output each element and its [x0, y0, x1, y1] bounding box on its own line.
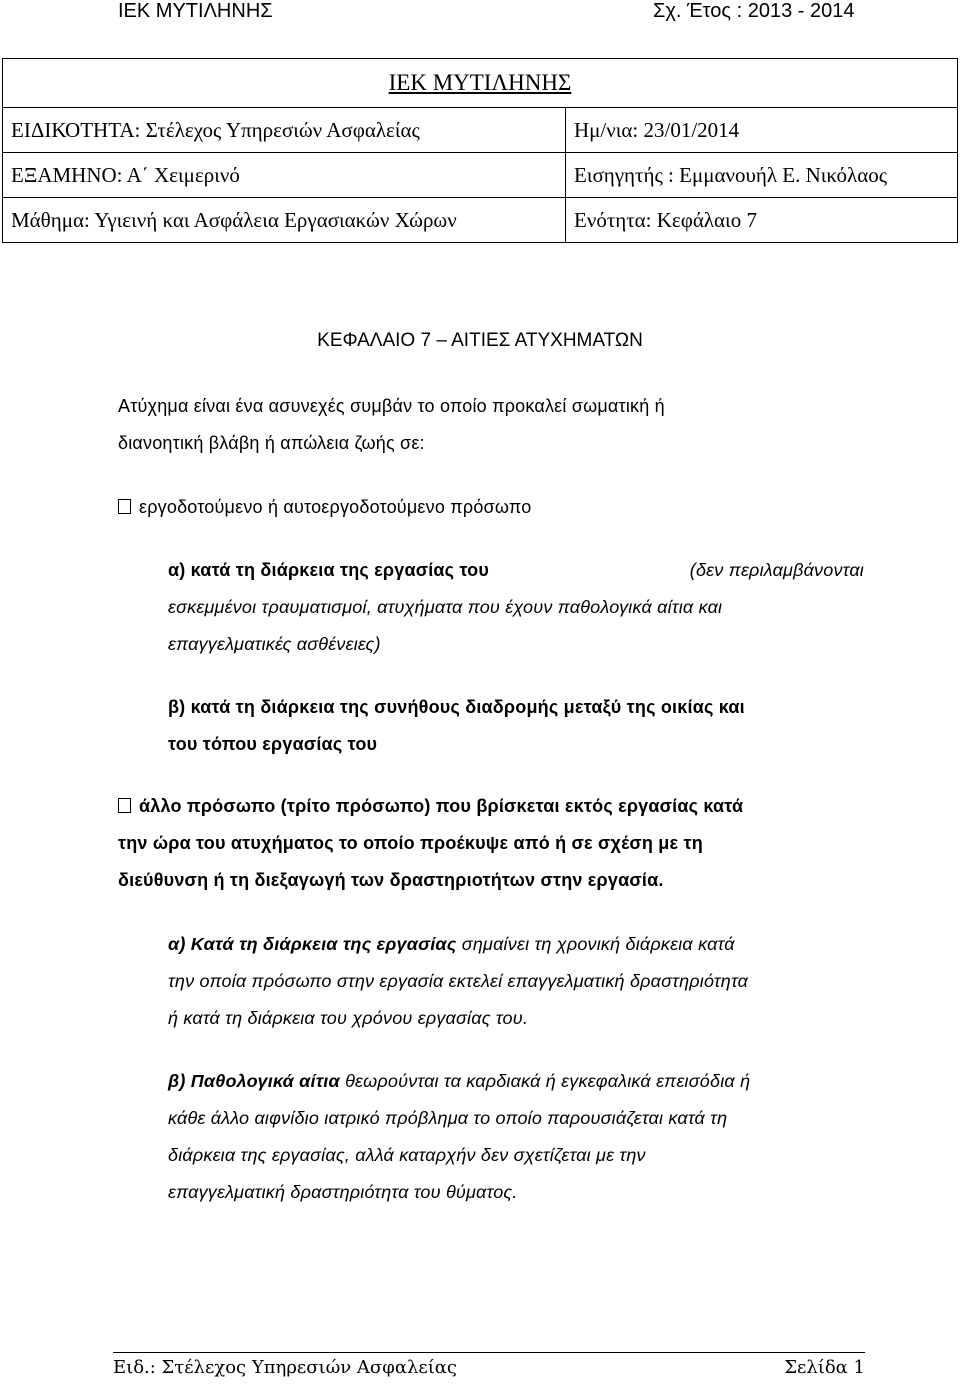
definition-b-text-4: επαγγελματική δραστηριότητα του θύματος.	[168, 1182, 518, 1202]
date-cell: Ημ/νια: 23/01/2014	[566, 108, 958, 153]
course-cell: Μάθημα: Υγιεινή και Ασφάλεια Εργασιακών Χώρων	[3, 198, 566, 243]
item-a-note-line-3: επαγγελματικές ασθένειες)	[168, 634, 381, 654]
bullet-box-icon	[118, 499, 131, 514]
bullet-employee-text: εργοδοτούμενο ή αυτοεργοδοτούμενο πρόσωπο	[139, 497, 532, 517]
bullet-third-party	[118, 788, 864, 899]
bullet-third-party-line-3: διεύθυνση ή τη διεξαγωγή των δραστηριοτήτων στην εργασία.	[118, 870, 664, 890]
bullet-third-party-line-1	[118, 788, 864, 825]
item-a	[168, 552, 864, 663]
page-top-bar	[0, 0, 960, 26]
definition-a-text-3: ή κατά τη διάρκεια του χρόνου εργασίας του.	[168, 1008, 529, 1028]
definition-b	[168, 1063, 750, 1211]
intro-line-1: Ατύχημα είναι ένα ασυνεχές συμβάν το οποίο προκαλεί σωματική ή	[118, 396, 665, 416]
footer-specialty: Ειδ.: Στέλεχος Υπηρεσιών Ασφαλείας	[113, 1357, 457, 1378]
bullet-third-party-text-1: άλλο πρόσωπο (τρίτο πρόσωπο) που βρίσκεται εκτός εργασίας κατά	[139, 796, 744, 816]
definition-b-text-3: διάρκεια της εργασίας, αλλά καταρχήν δεν σχετίζεται με την	[168, 1145, 646, 1165]
header-table	[2, 58, 958, 243]
definition-a-text-1: σημαίνει τη χρονική διάρκεια κατά	[461, 934, 735, 954]
bullet-employee	[118, 489, 531, 526]
header-title-cell	[3, 59, 958, 108]
header-title: ΙΕΚ ΜΥΤΙΛΗΝΗΣ	[388, 70, 572, 95]
definition-b-text-2: κάθε άλλο αιφνίδιο ιατρικό πρόβλημα το οποίο παρουσιάζεται κατά τη	[168, 1108, 728, 1128]
intro-line-2: διανοητική βλάβη ή απώλεια ζωής σε:	[118, 433, 425, 453]
intro-paragraph	[118, 388, 665, 462]
item-a-note-line-2: εσκεμμένοι τραυματισμοί, ατυχήματα που έχουν παθολογικά αίτια και	[168, 597, 723, 617]
definition-b-term: β) Παθολογικά αίτια	[168, 1071, 340, 1091]
item-a-note-start: (δεν περιλαμβάνονται	[689, 560, 864, 580]
chapter-heading: ΚΕΦΑΛΑΙΟ 7 – ΑΙΤΙΕΣ ΑΤΥΧΗΜΑΤΩΝ	[317, 330, 643, 351]
top-bar-school: ΙΕΚ ΜΥΤΙΛΗΝΗΣ	[118, 0, 273, 22]
item-a-title: α) κατά τη διάρκεια της εργασίας του	[168, 560, 490, 580]
bullet-third-party-line-2: την ώρα του ατυχήματος το οποίο προέκυψε από ή σε σχέση με τη	[118, 833, 703, 853]
item-b-line-1: β) κατά τη διάρκεια της συνήθους διαδρομής μεταξύ της οικίας και	[168, 697, 745, 717]
instructor-cell: Εισηγητής : Εμμανουήλ Ε. Νικόλαος	[566, 153, 958, 198]
definition-a-term: α) Κατά τη διάρκεια της εργασίας	[168, 934, 457, 954]
item-b-line-2: του τόπου εργασίας του	[168, 734, 378, 754]
item-b	[168, 689, 745, 763]
unit-cell: Ενότητα: Κεφάλαιο 7	[566, 198, 958, 243]
bullet-box-icon	[118, 798, 131, 813]
definition-a-text-2: την οποία πρόσωπο στην εργασία εκτελεί επαγγελματική δραστηριότητα	[168, 971, 749, 991]
specialty-cell: ΕΙΔΙΚΟΤΗΤΑ: Στέλεχος Υπηρεσιών Ασφαλείας	[3, 108, 566, 153]
page-footer	[113, 1352, 865, 1378]
semester-cell: ΕΞΑΜΗΝΟ: Α΄ Χειμερινό	[3, 153, 566, 198]
top-bar-school-year: Σχ. Έτος : 2013 - 2014	[653, 0, 855, 22]
definition-b-text-1: θεωρούνται τα καρδιακά ή εγκεφαλικά επεισόδια ή	[345, 1071, 751, 1091]
footer-page-number: Σελίδα 1	[784, 1357, 865, 1378]
definition-a	[168, 926, 748, 1037]
